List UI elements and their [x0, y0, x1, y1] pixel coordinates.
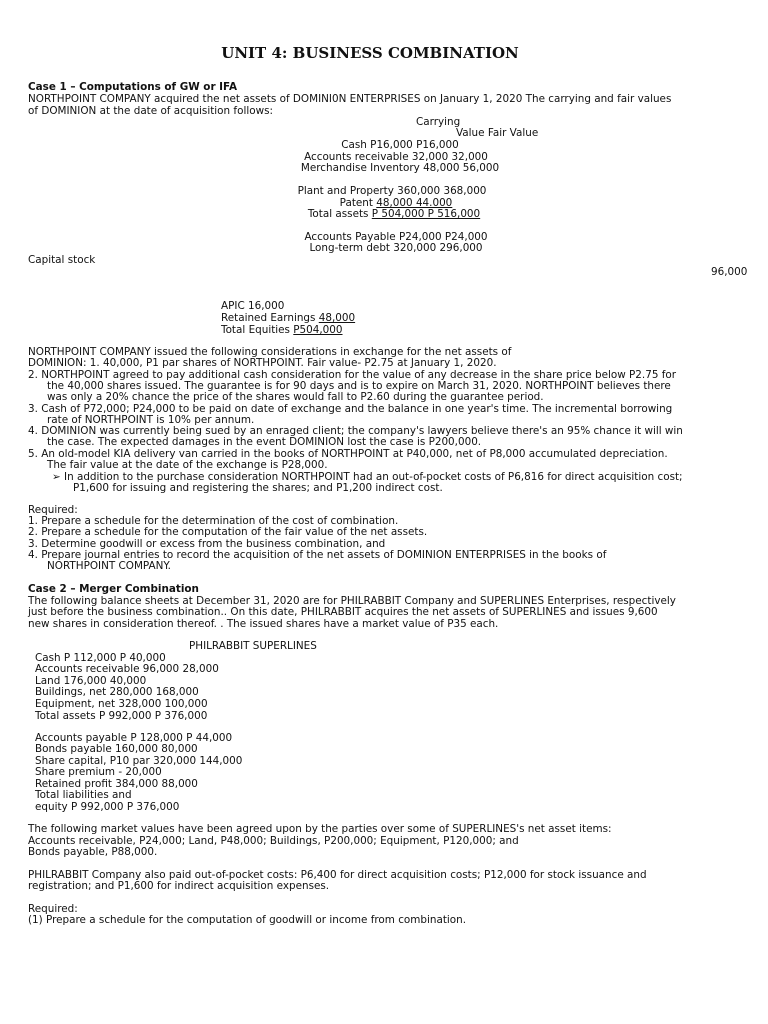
case1-consideration-line: ➢ In addition to the purchase consideration NORTHPOINT had an out-of-pocket costs of P6,816 for direct acquisition cost;	[52, 471, 683, 483]
case2-asset-row: Total assets P 992,000 P 376,000	[35, 710, 208, 722]
case1-col-header-carrying: Carrying	[416, 116, 461, 128]
case1-consideration-line: was only a 20% chance the price of the shares would fall to P2.60 during the guarantee period.	[47, 391, 544, 403]
case1-liab-ap: Accounts Payable P24,000 P24,000	[304, 231, 488, 243]
case2-market-values-line: Bonds payable, P88,000.	[28, 846, 158, 858]
case2-liab-row: Retained profit 384,000 88,000	[35, 778, 198, 790]
case2-liab-row: Share premium - 20,000	[35, 766, 162, 778]
case1-liab-ltd: Long-term debt 320,000 296,000	[309, 242, 483, 254]
case1-consideration-line: 4. DOMINION was currently being sued by an enraged client; the company's lawyers believe there's an 95% chance it will win	[28, 425, 683, 437]
case1-consideration-line: 5. An old-model KIA delivery van carried in the books of NORTHPOINT at P40,000, net of P8,000 accumulated depreciation.	[28, 448, 668, 460]
case2-intro-line: The following balance sheets at December 31, 2020 are for PHILRABBIT Company and SUPERLINES Enterprises, respectively	[28, 595, 676, 607]
case2-liab-row: Share capital, P10 par 320,000 144,000	[35, 755, 243, 767]
case1-heading: Case 1 – Computations of GW or IFA	[28, 81, 237, 93]
case2-asset-row: Land 176,000 40,000	[35, 675, 147, 687]
case2-market-values-line: The following market values have been agreed upon by the parties over some of SUPERLINES's net asset items:	[28, 823, 612, 835]
page-title: UNIT 4: BUSINESS COMBINATION	[221, 44, 519, 62]
case1-asset-ppe: Plant and Property 360,000 368,000	[297, 185, 487, 197]
case1-required-item: NORTHPOINT COMPANY.	[47, 560, 171, 572]
case1-consideration-line: P1,600 for issuing and registering the shares; and P1,200 indirect cost.	[73, 482, 443, 494]
case1-asset-cash: Cash P16,000 P16,000	[341, 139, 459, 151]
case1-required-item: 3. Determine goodwill or excess from the business combination, and	[28, 538, 386, 550]
case1-asset-total: Total assets P 504,000 P 516,000	[307, 208, 481, 220]
case1-col-header-values: Value Fair Value	[456, 127, 539, 139]
case2-intro-line: new shares in consideration thereof. . The issued shares have a market value of P35 each.	[28, 618, 499, 630]
case2-costs-line: registration; and P1,600 for indirect acquisition expenses.	[28, 880, 330, 892]
case1-consideration-line: The fair value at the date of the exchange is P28,000.	[47, 459, 328, 471]
case1-asset-patent: Patent 48,000 44.000	[339, 197, 453, 209]
case1-retained-earnings: Retained Earnings 48,000	[221, 312, 356, 324]
case1-asset-ar: Accounts receivable 32,000 32,000	[304, 151, 488, 163]
case1-intro-line2: of DOMINION at the date of acquisition follows:	[28, 105, 273, 117]
case1-total-equities: Total Equities P504,000	[221, 324, 343, 336]
case1-consideration-line: 2. NORTHPOINT agreed to pay additional cash consideration for the value of any decrease in the share price below P2.75 for	[28, 369, 677, 381]
case2-asset-row: Cash P 112,000 P 40,000	[35, 652, 166, 664]
case2-col-header: PHILRABBIT SUPERLINES	[189, 640, 317, 652]
case2-asset-row: Accounts receivable 96,000 28,000	[35, 663, 219, 675]
case2-liab-row: Total liabilities and	[35, 789, 132, 801]
case1-consideration-line: 3. Cash of P72,000; P24,000 to be paid on date of exchange and the balance in one year's time. The incremental borrowing	[28, 403, 673, 415]
case1-consideration-line: rate of NORTHPOINT is 10% per annum.	[47, 414, 255, 426]
case1-required-item: 4. Prepare journal entries to record the acquisition of the net assets of DOMINION ENTERPRISES in the books of	[28, 549, 607, 561]
case2-liab-row: Bonds payable 160,000 80,000	[35, 743, 198, 755]
case1-apic: APIC 16,000	[221, 300, 285, 312]
case2-heading: Case 2 – Merger Combination	[28, 583, 199, 595]
case1-required-item: 1. Prepare a schedule for the determination of the cost of combination.	[28, 515, 399, 527]
case2-asset-row: Buildings, net 280,000 168,000	[35, 686, 199, 698]
case1-consideration-line: the 40,000 shares issued. The guarantee is for 90 days and is to expire on March 31, 2020. NORTHPOINT believes there	[47, 380, 671, 392]
case2-market-values-line: Accounts receivable, P24,000; Land, P48,000; Buildings, P200,000; Equipment, P120,000; and	[28, 835, 519, 847]
case1-capital-stock-value: 96,000	[711, 266, 748, 278]
case1-consideration-line: DOMINION: 1. 40,000, P1 par shares of NORTHPOINT. Fair value- P2.75 at January 1, 2020.	[28, 357, 497, 369]
case1-consideration-line: NORTHPOINT COMPANY issued the following considerations in exchange for the net assets of	[28, 346, 512, 358]
case1-required-item: 2. Prepare a schedule for the computation of the fair value of the net assets.	[28, 526, 428, 538]
case1-consideration-line: the case. The expected damages in the event DOMINION lost the case is P200,000.	[47, 436, 482, 448]
case1-required-label: Required:	[28, 504, 78, 516]
case2-liab-row: equity P 992,000 P 376,000	[35, 801, 180, 813]
case2-required-item: (1) Prepare a schedule for the computation of goodwill or income from combination.	[28, 914, 467, 926]
case2-intro-line: just before the business combination.. On this date, PHILRABBIT acquires the net assets of SUPERLINES and issues 9,600	[28, 606, 658, 618]
case1-capital-stock-label: Capital stock	[28, 254, 96, 266]
case1-asset-inventory: Merchandise Inventory 48,000 56,000	[300, 162, 500, 174]
case2-costs-line: PHILRABBIT Company also paid out-of-pocket costs: P6,400 for direct acquisition costs; P12,000 for stock issuance and	[28, 869, 647, 881]
case2-required-label: Required:	[28, 903, 78, 915]
case2-liab-row: Accounts payable P 128,000 P 44,000	[35, 732, 233, 744]
case1-intro-line1: NORTHPOINT COMPANY acquired the net assets of DOMINI0N ENTERPRISES on January 1, 2020 The carrying and fair values	[28, 93, 672, 105]
case2-asset-row: Equipment, net 328,000 100,000	[35, 698, 208, 710]
